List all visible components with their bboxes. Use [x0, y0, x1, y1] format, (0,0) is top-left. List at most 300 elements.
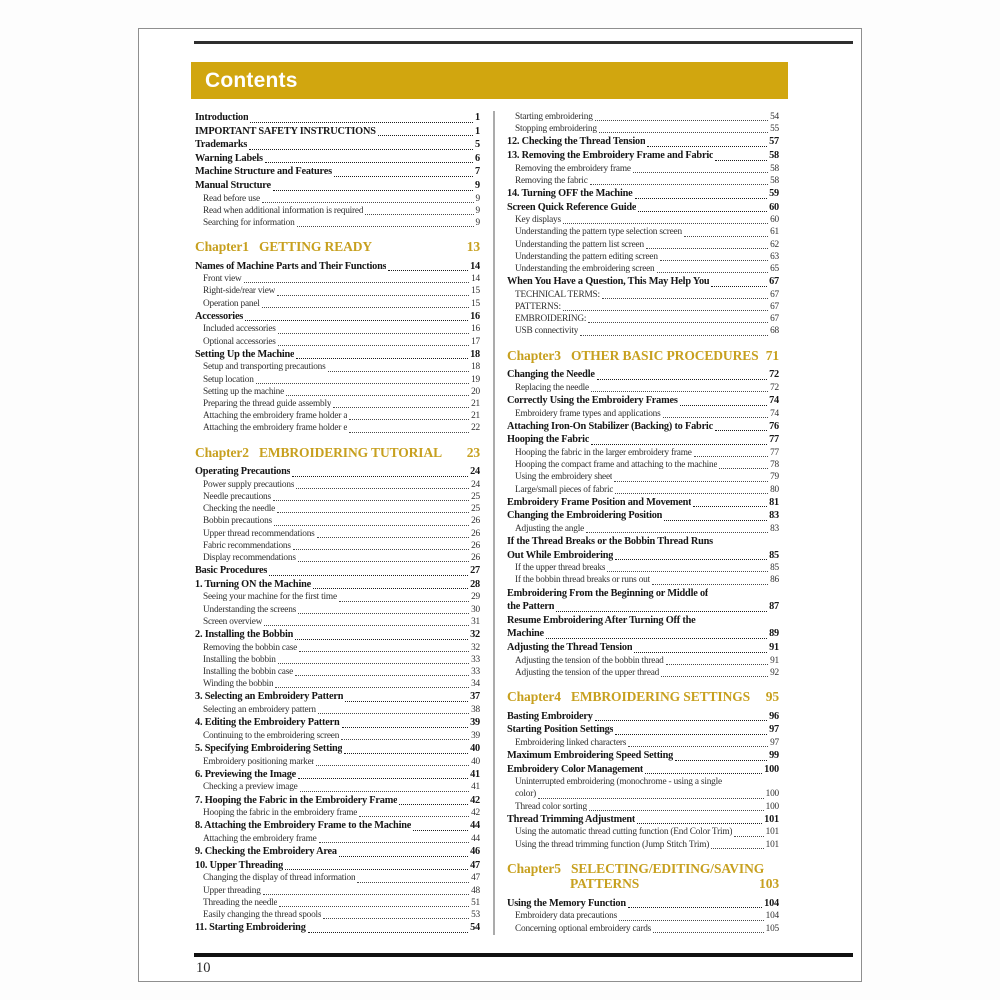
page-number: 89 [769, 628, 779, 640]
entry-line [203, 678, 480, 690]
page-number: 17 [471, 336, 480, 347]
entry-title: Thread color sorting [515, 801, 587, 812]
page-number: 25 [471, 491, 480, 502]
entry-title: If the upper thread breaks [515, 563, 606, 574]
entry-title: 4. Editing the Embroidery Pattern [195, 717, 340, 729]
dot-leader [334, 176, 473, 177]
entry-line [203, 217, 480, 229]
page-number: 104 [764, 897, 779, 909]
dot-leader [342, 727, 469, 728]
entry-line [195, 125, 480, 139]
page-number: 32 [470, 629, 480, 640]
dot-leader [279, 906, 469, 907]
toc-entry [195, 819, 480, 833]
dot-leader [319, 842, 470, 843]
entry-line [507, 394, 779, 408]
dot-leader [637, 823, 762, 824]
dot-leader [563, 310, 768, 311]
page-number: 13 [466, 239, 480, 255]
toc-subentry [507, 123, 779, 135]
entry-line [515, 574, 779, 586]
dot-leader [308, 932, 468, 933]
entry-title: Hooping the Fabric [507, 434, 590, 446]
entry-title: Manual Structure [195, 179, 271, 191]
dot-leader [349, 419, 469, 420]
dot-leader [645, 773, 762, 774]
dot-leader [297, 226, 474, 227]
entry-title: Checking the needle [203, 504, 276, 515]
entry-title: Correctly Using the Embroidery Frames [507, 394, 678, 406]
dot-leader [278, 663, 469, 664]
entry-line [195, 165, 480, 179]
page-number: 48 [471, 885, 480, 896]
entry-line [195, 628, 480, 642]
chapter-heading-line [507, 348, 779, 364]
page-number: 9 [475, 179, 480, 191]
entry-title: Right-side/rear view [203, 286, 276, 297]
toc-subentry [195, 591, 480, 603]
page-number: 32 [471, 642, 480, 653]
page-number: 62 [770, 239, 779, 250]
toc-entry [507, 149, 779, 163]
page-number: 96 [769, 710, 779, 722]
dot-leader [660, 260, 768, 261]
dot-leader [595, 120, 768, 121]
toc-subentry [195, 833, 480, 845]
entry-title: 11. Starting Embroidering [195, 922, 306, 934]
dot-leader [666, 664, 769, 665]
entry-title: Embroidery data precautions [515, 911, 617, 922]
toc-subentry [195, 217, 480, 229]
entry-title: Included accessories [203, 324, 276, 335]
entry-line [515, 484, 779, 496]
dot-leader [628, 907, 762, 908]
entry-line [203, 756, 480, 768]
entry-title: Setup and transporting precautions [203, 362, 326, 373]
toc-subentry [195, 410, 480, 422]
page-number: 44 [470, 820, 480, 832]
page-number: 28 [470, 578, 480, 590]
toc-subentry [507, 839, 779, 851]
entry-title: Upper threading [203, 885, 261, 896]
entry-title: Display recommendations [203, 553, 296, 563]
dot-leader [344, 753, 468, 754]
dot-leader [563, 223, 768, 224]
page-number: 55 [770, 124, 779, 135]
entry-title: Starting Position Settings [507, 724, 614, 736]
dot-leader [607, 571, 768, 572]
entry-line [507, 509, 779, 523]
page-number: 92 [770, 667, 779, 678]
page-number: 21 [471, 411, 480, 422]
entry-line [203, 833, 480, 845]
entry-title: Bobbin precautions [203, 516, 272, 527]
dot-leader [273, 190, 473, 191]
dot-leader [277, 512, 469, 513]
entry-line [515, 313, 779, 325]
page-number: 29 [471, 592, 480, 603]
toc-subentry [195, 552, 480, 564]
dot-leader [597, 379, 767, 380]
toc-entry [195, 348, 480, 362]
toc-entry [507, 587, 779, 614]
page-number: 16 [470, 310, 480, 322]
dot-leader [345, 701, 468, 702]
entry-line [195, 310, 480, 324]
dot-leader [265, 162, 473, 163]
entry-title: Setting up the machine [203, 386, 285, 397]
page-number: 38 [471, 705, 480, 715]
dot-leader [278, 345, 469, 346]
entry-line [195, 138, 480, 152]
dot-leader [275, 687, 469, 688]
entry-title: 13. Removing the Embroidery Frame and Fabric [507, 150, 714, 161]
bottom-rule [194, 953, 853, 957]
entry-line [203, 479, 480, 491]
entry-line [507, 135, 779, 149]
entry-title: Out While Embroidering [507, 549, 614, 561]
entry-title: Understanding the screens [203, 604, 297, 615]
entry-title: Preparing the thread guide assembly [203, 399, 332, 410]
entry-line [515, 788, 779, 800]
toc-columns [195, 111, 779, 935]
dot-leader [599, 132, 768, 133]
entry-title: Starting embroidering [515, 112, 593, 122]
toc-subentry [195, 909, 480, 921]
top-rule [194, 41, 853, 44]
entry-line [515, 214, 779, 226]
entry-title: Adjusting the Thread Tension [507, 642, 633, 654]
page-number: 104 [765, 911, 779, 922]
entry-line [203, 552, 480, 564]
toc-entry [195, 768, 480, 782]
chapter-heading [195, 445, 480, 461]
toc-subentry [195, 515, 480, 527]
toc-entry [195, 260, 480, 274]
entry-title: Adjusting the angle [515, 523, 585, 534]
entry-title: Uninterrupted embroidering (monochrome - using a single [515, 777, 722, 788]
toc-entry [507, 749, 779, 763]
chapter-heading [195, 239, 480, 255]
toc-entry [195, 794, 480, 808]
entry-title: Setting Up the Machine [195, 348, 295, 360]
entry-line [203, 205, 480, 217]
page-number: 77 [769, 434, 779, 446]
dot-leader [286, 395, 469, 396]
page-number: 16 [471, 324, 480, 335]
toc-subentry [507, 239, 779, 251]
dot-leader [278, 333, 469, 334]
page-number: 103 [759, 876, 779, 892]
entry-line [203, 491, 480, 503]
entry-line [203, 897, 480, 909]
dot-leader [264, 625, 469, 626]
page-number: 15 [471, 298, 480, 309]
dot-leader [634, 652, 767, 653]
entry-title: Continuing to the embroidering screen [203, 730, 340, 741]
chapter-heading-line [195, 239, 480, 255]
entry-title: Screen overview [203, 616, 263, 627]
chapter-label: Chapter2 [195, 444, 249, 460]
entry-line [507, 201, 779, 215]
toc-subentry [507, 408, 779, 420]
entry-title: Using the thread trimming function (Jump Stitch Trim) [515, 839, 710, 850]
entry-line [515, 263, 779, 275]
toc-subentry [507, 776, 779, 800]
entry-line [203, 323, 480, 335]
entry-line [515, 408, 779, 420]
entry-line [195, 742, 480, 756]
chapter-title-continued: PATTERNS [570, 876, 640, 892]
toc-subentry [507, 826, 779, 838]
entry-title: USB connectivity [515, 326, 579, 337]
entry-line [203, 872, 480, 884]
entry-title: When You Have a Question, This May Help You [507, 276, 710, 288]
page-number: 22 [471, 423, 480, 434]
page-number: 57 [769, 136, 779, 148]
entry-title: Operating Precautions [195, 466, 291, 478]
dot-leader [365, 214, 473, 215]
entry-line [507, 275, 779, 289]
dot-leader [589, 810, 764, 811]
entry-title: Concerning optional embroidery cards [515, 923, 652, 934]
entry-line [203, 704, 480, 716]
entry-title: 7. Hooping the Fabric in the Embroidery Frame [195, 794, 398, 806]
toc-subentry [195, 678, 480, 690]
dot-leader [333, 407, 469, 408]
entry-title: Read before use [203, 193, 260, 204]
entry-line [515, 471, 779, 483]
entry-title: Changing the Embroidering Position [507, 510, 663, 522]
page-number: 34 [471, 679, 480, 690]
entry-title: Attaching Iron-On Stabilizer (Backing) to Fabric [507, 420, 713, 432]
entry-title: 14. Turning OFF the Machine [507, 188, 633, 199]
entry-line [515, 523, 779, 535]
entry-title: If the Thread Breaks or the Bobbin Thread Runs [507, 536, 713, 548]
entry-title: Attaching the embroidery frame [203, 833, 317, 844]
entry-title: Fabric recommendations [203, 540, 291, 551]
page-number: 5 [475, 139, 480, 151]
entry-line [195, 578, 480, 592]
entry-title: Seeing your machine for the first time [203, 592, 337, 603]
entry-line [507, 535, 779, 549]
page-number: 47 [470, 859, 480, 871]
entry-title: Understanding the pattern type selection screen [515, 227, 682, 238]
page-number: 101 [765, 839, 779, 850]
entry-line [515, 562, 779, 574]
dot-leader [295, 639, 468, 640]
entry-title: Basic Procedures [195, 565, 268, 577]
entry-line [203, 616, 480, 628]
entry-title: Optional accessories [203, 336, 276, 347]
toc-subentry [195, 756, 480, 768]
page-number: 40 [470, 743, 480, 754]
entry-line [515, 175, 779, 187]
entry-title: Attaching the embroidery frame holder a [203, 411, 348, 422]
dot-leader [556, 611, 767, 612]
entry-title: Large/small pieces of fabric [515, 484, 614, 495]
toc-subentry [195, 285, 480, 297]
toc-subentry [507, 471, 779, 483]
toc-entry [195, 716, 480, 730]
toc-subentry [195, 422, 480, 434]
toc-subentry [195, 704, 480, 716]
toc-entry [507, 723, 779, 737]
dot-leader [399, 804, 468, 805]
dot-leader [647, 146, 767, 147]
page-number: 23 [466, 444, 480, 460]
page-number: 83 [769, 510, 779, 522]
toc-subentry [195, 528, 480, 540]
toc-subentry [195, 781, 480, 793]
dot-leader [661, 676, 768, 677]
entry-line [515, 667, 779, 679]
page-number: 105 [765, 923, 779, 934]
entry-line [195, 260, 480, 274]
entry-line [515, 910, 779, 922]
toc-entry [195, 564, 480, 578]
entry-title: Trademarks [195, 139, 248, 151]
page-number: 101 [764, 813, 779, 825]
toc-subentry [507, 263, 779, 275]
dot-leader [663, 417, 769, 418]
toc-entry [195, 628, 480, 642]
entry-line [195, 348, 480, 362]
chapter-label: Chapter3 [507, 347, 561, 363]
entry-title: 5. Specifying Embroidering Setting [195, 743, 343, 754]
entry-title: Attaching the embroidery frame holder e [203, 423, 348, 434]
dot-leader [638, 211, 767, 212]
toc-subentry [195, 666, 480, 678]
entry-title: Names of Machine Parts and Their Functions [195, 260, 387, 272]
chapter-label: Chapter1 [195, 239, 249, 255]
page-number: 30 [471, 604, 480, 615]
page-number: 59 [769, 188, 779, 199]
page-number: 42 [470, 794, 480, 806]
page-number: 9 [475, 217, 480, 228]
entry-title: the Pattern [507, 601, 555, 613]
entry-title: Warning Labels [195, 152, 263, 164]
page-number: 63 [770, 251, 779, 262]
dot-leader [316, 765, 469, 766]
dot-leader [595, 720, 767, 721]
entry-line [195, 564, 480, 578]
page-number: 85 [769, 549, 779, 561]
chapter-heading-line [507, 689, 779, 705]
dot-leader [734, 836, 763, 837]
page-number: 39 [470, 717, 480, 729]
dot-leader [633, 172, 768, 173]
entry-line [507, 149, 779, 163]
dot-leader [615, 559, 767, 560]
dot-leader [292, 476, 468, 477]
entry-title: Read when additional information is required [203, 205, 364, 216]
page-number: 39 [471, 730, 480, 741]
entry-line [195, 794, 480, 808]
page-number: 42 [471, 808, 480, 819]
entry-line [515, 801, 779, 813]
manual-page [138, 28, 862, 982]
entry-title: Embroidery Color Management [507, 763, 644, 775]
toc-subentry [195, 273, 480, 285]
page-number: 31 [471, 616, 480, 627]
entry-title: Stopping embroidering [515, 124, 597, 135]
dot-leader [586, 532, 768, 533]
dot-leader [602, 298, 768, 299]
page-number: 91 [769, 642, 779, 654]
page-number: 65 [770, 264, 779, 274]
dot-leader [269, 575, 468, 576]
dot-leader [262, 202, 474, 203]
entry-line [203, 909, 480, 921]
dot-leader [357, 882, 469, 883]
entry-title: Power supply precautions [203, 479, 295, 490]
page-number: 47 [471, 873, 480, 884]
entry-line [203, 398, 480, 410]
toc-subentry [195, 503, 480, 515]
dot-leader [250, 122, 473, 123]
entry-title: Using the Memory Function [507, 897, 626, 909]
entry-line [515, 301, 779, 313]
page-number: 21 [471, 399, 480, 410]
toc-subentry [195, 336, 480, 348]
chapter-heading-line2 [507, 876, 779, 892]
toc-entry [195, 859, 480, 873]
entry-title: IMPORTANT SAFETY INSTRUCTIONS [195, 125, 376, 137]
entry-line [195, 768, 480, 782]
entry-line [195, 859, 480, 873]
entry-line [203, 604, 480, 616]
toc-entry [195, 845, 480, 859]
dot-leader [652, 584, 768, 585]
entry-line [515, 459, 779, 471]
entry-title: Embroidering From the Beginning or Middle of [507, 587, 709, 599]
entry-title: Resume Embroidering After Turning Off the [507, 614, 696, 626]
dot-leader [646, 248, 768, 249]
dot-leader [328, 371, 470, 372]
entry-title: Installing the bobbin case [203, 667, 294, 677]
page-number: 74 [770, 408, 779, 419]
toc-entry [507, 187, 779, 201]
page-number: 46 [470, 846, 480, 858]
entry-line [507, 763, 779, 777]
entry-title: Upper thread recommendations [203, 528, 315, 539]
page-number: 20 [471, 386, 480, 397]
page-number: 97 [770, 737, 779, 748]
toc-entry [507, 394, 779, 408]
entry-title: Embroidery Frame Position and Movement [507, 496, 692, 508]
contents-title: Contents [205, 68, 298, 92]
dot-leader [323, 918, 469, 919]
entry-line [515, 289, 779, 301]
dot-leader [296, 488, 469, 489]
entry-line [515, 239, 779, 251]
chapter-heading [507, 348, 779, 364]
page-number: 60 [770, 215, 779, 226]
entry-title: Key displays [515, 215, 561, 226]
entry-title: Embroidery positioning marker [203, 756, 315, 767]
page-number: 26 [471, 516, 480, 527]
toc-subentry [507, 301, 779, 313]
toc-subentry [195, 205, 480, 217]
toc-entry [507, 535, 779, 562]
entry-line [203, 642, 480, 654]
entry-line [515, 382, 779, 394]
dot-leader [300, 791, 470, 792]
entry-line [195, 819, 480, 833]
page-number: 1 [475, 125, 480, 137]
dot-leader [262, 307, 469, 308]
